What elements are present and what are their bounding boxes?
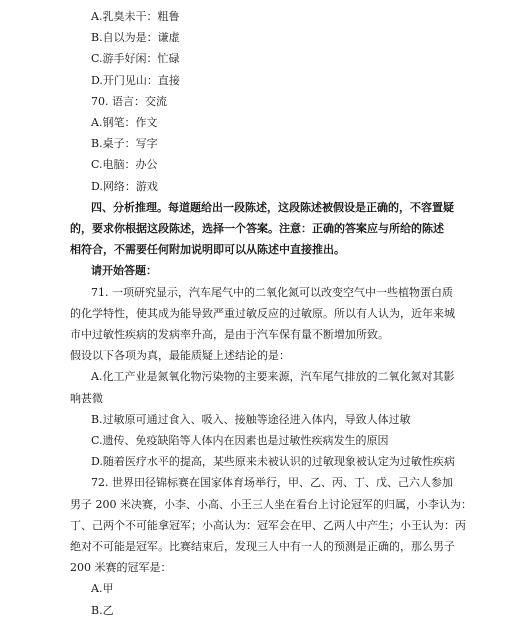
q71-line-2: 的化学特性，使其成为能导致严重过敏反应的过敏原。所以有人认为，近年来城 (70, 307, 455, 320)
q71-line-1: 71. 一项研究显示，汽车尾气中的二氧化氮可以改变空气中一些植物蛋白质 (91, 286, 453, 299)
q72-line-1: 72. 世界田径锦标赛在国家体育场举行，甲、乙、丙、丁、戊、己六人参加 (91, 476, 453, 489)
q70-option-b: B.桌子：写字 (91, 137, 158, 150)
q69-option-c: C.游手好闲：忙碌 (91, 52, 180, 65)
q72-option-a: A.甲 (91, 582, 114, 595)
q70-option-c: C.电脑：办公 (91, 158, 158, 171)
q72-option-b: B.乙 (91, 604, 114, 617)
q71-option-a-line-2: 响甚微 (70, 392, 103, 405)
q71-option-a-line-1: A.化工产业是氮氧化物污染物的主要来源，汽车尾气排放的二氧化氮对其影 (91, 370, 455, 383)
q69-option-b: B.自以为是：谦虚 (91, 31, 180, 44)
q71-option-d: D.随着医疗水平的提高，某些原来未被认识的过敏现象被认定为过敏性疾病 (91, 455, 455, 468)
q70-stem: 70. 语言：交流 (91, 95, 167, 108)
section-heading-line-2: 的，要求你根据这段陈述，选择一个答案。注意：正确的答案应与所给的陈述 (70, 222, 444, 235)
q71-option-c: C.遗传、免疫缺陷等人体内在因素也是过敏性疾病发生的原因 (91, 434, 389, 447)
section-heading-line-3: 相符合，不需要任何附加说明即可以从陈述中直接推出。 (70, 243, 345, 256)
q70-option-d: D.网络：游戏 (91, 180, 158, 193)
q72-line-3: 丁、己两个不可能拿冠军；小高认为：冠军会在甲、乙两人中产生；小王认为：丙 (70, 519, 466, 532)
q71-option-b: B.过敏原可通过食入、吸入、接触等途径进入体内，导致人体过敏 (91, 413, 411, 426)
q72-line-2: 男子 200 米决赛，小李、小高、小王三人坐在看台上讨论冠军的归属，小李认为： (70, 498, 472, 511)
q72-line-4: 绝对不可能是冠军。比赛结束后，发现三人中有一人的预测是正确的，那么男子 (70, 540, 455, 553)
q70-option-a: A.钢笔：作文 (91, 116, 158, 129)
q69-option-a: A.乳臭未干：粗鲁 (91, 10, 180, 23)
q69-option-d: D.开门见山：直接 (91, 74, 180, 87)
start-prompt: 请开始答题： (91, 264, 157, 277)
q71-question: 假设以下各项为真，最能质疑上述结论的是： (70, 349, 290, 362)
section-heading-line-1: 四、分析推理。每道题给出一段陈述，这段陈述被假设是正确的，不容置疑 (91, 201, 454, 214)
q72-line-5: 200 米赛的冠军是： (70, 561, 172, 574)
q71-line-3: 市中过敏性疾病的发病率升高，是由于汽车保有量不断增加所致。 (70, 328, 389, 341)
